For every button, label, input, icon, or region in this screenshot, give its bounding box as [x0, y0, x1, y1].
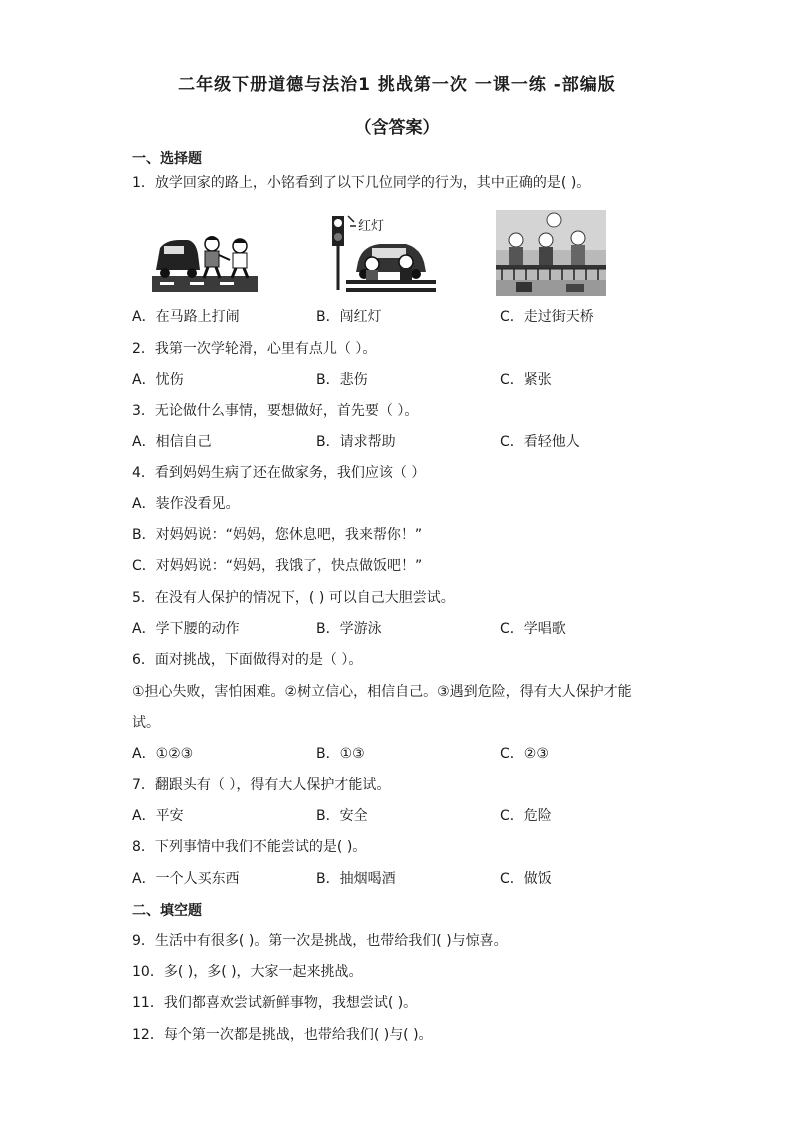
- q3-option-b: B．请求帮助: [316, 434, 396, 450]
- question-11: 11．我们都喜欢尝试新鲜事物，我想尝试( )。: [132, 995, 418, 1011]
- q6-option-b: B．①③: [316, 746, 365, 762]
- section-choice-heading: 一、选择题: [132, 151, 202, 167]
- q3-option-a: A．相信自己: [132, 434, 212, 450]
- q7-option-b: B．安全: [316, 808, 368, 824]
- question-5-stem: 5．在没有人保护的情况下，( ) 可以自己大胆尝试。: [132, 590, 455, 606]
- q5-option-b: B．学游泳: [316, 621, 382, 637]
- question-4-stem: 4．看到妈妈生病了还在做家务，我们应该（ ）: [132, 465, 426, 481]
- q1-option-c: C．走过街天桥: [500, 309, 594, 325]
- question-12: 12．每个第一次都是挑战，也带给我们( )与( )。: [132, 1027, 433, 1043]
- q6-description-line-1: ①担心失败，害怕困难。②树立信心，相信自己。③遇到危险，得有大人保护才能: [132, 684, 632, 700]
- question-2-stem: 2．我第一次学轮滑，心里有点儿（ ）。: [132, 341, 377, 357]
- q5-option-a: A．学下腰的动作: [132, 621, 240, 637]
- q4-option-c: C．对妈妈说：“妈妈，我饿了，快点做饭吧！”: [132, 558, 423, 574]
- page-title: 二年级下册道德与法治1 挑战第一次 一课一练 -部编版: [178, 75, 616, 95]
- question-7-stem: 7．翻跟头有（ ），得有大人保护才能试。: [132, 777, 391, 793]
- q7-option-c: C．危险: [500, 808, 552, 824]
- section-fill-blank-heading: 二、填空题: [132, 903, 202, 919]
- question-8-stem: 8．下列事情中我们不能尝试的是( )。: [132, 839, 367, 855]
- question-6-stem: 6．面对挑战，下面做得对的是（ ）。: [132, 652, 363, 668]
- question-9: 9．生活中有很多( )。第一次是挑战，也带给我们( )与惊喜。: [132, 933, 508, 949]
- illustration-road-fighting: [150, 210, 260, 296]
- q2-option-a: A．忧伤: [132, 372, 184, 388]
- q6-option-a: A．①②③: [132, 746, 194, 762]
- q1-option-a: A．在马路上打闹: [132, 309, 240, 325]
- q8-option-c: C．做饭: [500, 871, 552, 887]
- q2-option-c: C．紧张: [500, 372, 552, 388]
- q6-option-c: C．②③: [500, 746, 549, 762]
- q2-option-b: B．悲伤: [316, 372, 368, 388]
- q4-option-b: B．对妈妈说：“妈妈，您休息吧，我来帮你！”: [132, 527, 423, 543]
- page-subtitle: （含答案）: [354, 118, 440, 138]
- illustration-red-light: [328, 210, 438, 296]
- q7-option-a: A．平安: [132, 808, 184, 824]
- question-3-stem: 3．无论做什么事情，要想做好，首先要（ ）。: [132, 403, 419, 419]
- q8-option-a: A．一个人买东西: [132, 871, 240, 887]
- q4-option-a: A．装作没看见。: [132, 496, 240, 512]
- red-light-label: 红灯: [358, 219, 385, 234]
- q6-description-line-2: 试。: [132, 715, 160, 731]
- q1-option-b: B．闯红灯: [316, 309, 382, 325]
- illustration-footbridge: [496, 210, 606, 296]
- q5-option-c: C．学唱歌: [500, 621, 566, 637]
- question-1-stem: 1．放学回家的路上，小铭看到了以下几位同学的行为，其中正确的是( )。: [132, 175, 591, 191]
- question-10: 10．多( )，多( )，大家一起来挑战。: [132, 964, 363, 980]
- q8-option-b: B．抽烟喝酒: [316, 871, 396, 887]
- q3-option-c: C．看轻他人: [500, 434, 580, 450]
